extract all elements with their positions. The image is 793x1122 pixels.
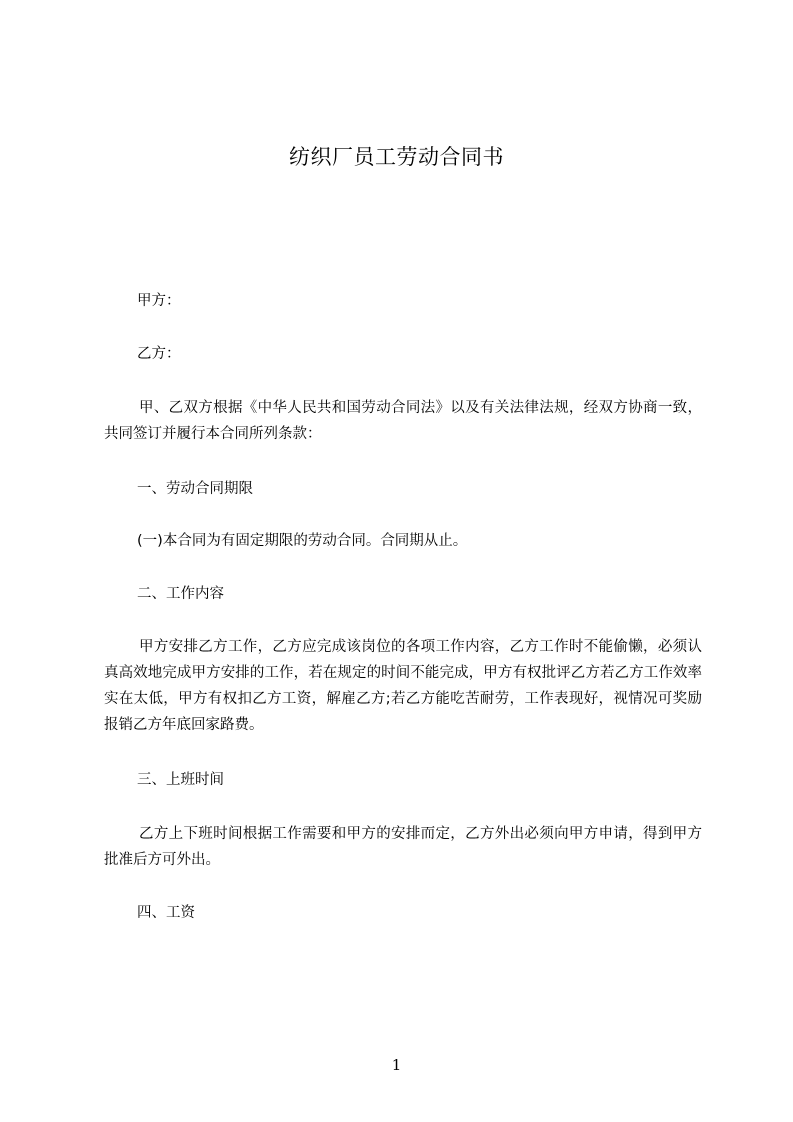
- section1-heading: 一、劳动合同期限: [137, 481, 253, 497]
- document-title: 纺织厂员工劳动合同书: [289, 145, 504, 169]
- party-b-label: 乙方：: [137, 346, 181, 362]
- party-a-label: 甲方：: [137, 293, 181, 309]
- section3-text: 乙方上下班时间根据工作需要和甲方的安排而定，乙方外出必须向甲方申请，得到甲方批准后方可外出。: [104, 826, 702, 868]
- intro-text: 甲、乙双方根据《中华人民共和国劳动合同法》以及有关法律法规，经双方协商一致，共同签订并履行本合同所列条款：: [104, 400, 702, 442]
- section3-heading: 三、上班时间: [137, 772, 224, 788]
- section4-heading: 四、工资: [137, 905, 195, 921]
- section2-paragraph: [104, 634, 702, 738]
- section2-heading: 二、工作内容: [137, 586, 224, 602]
- section3-paragraph: [104, 821, 702, 873]
- intro-paragraph: [104, 395, 702, 447]
- section1-item1: (一)本合同为有固定期限的劳动合同。合同期从止。: [137, 533, 468, 549]
- section2-text: 甲方安排乙方工作，乙方应完成该岗位的各项工作内容，乙方工作时不能偷懒，必须认真高效地完成甲方安排的工作，若在规定的时间不能完成，甲方有权批评乙方若乙方工作效率实在太低，甲方有权扣乙方工资，解雇乙方;若乙方能吃苦耐劳，工作表现好，视情况可奖励报销乙方年底回家路费。: [104, 639, 702, 733]
- page-number: 1: [391, 1056, 402, 1074]
